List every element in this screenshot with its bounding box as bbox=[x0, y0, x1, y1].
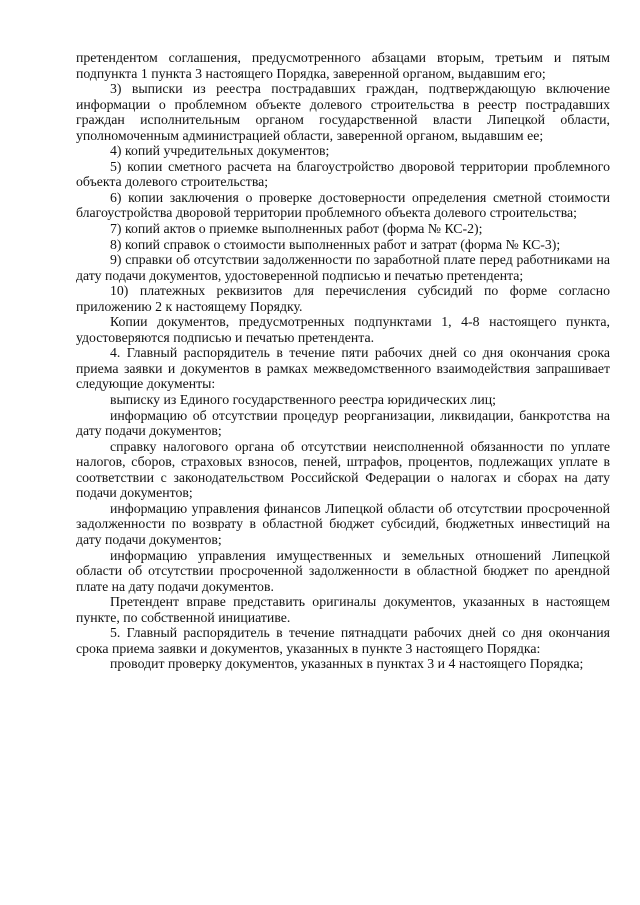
paragraph-verification: проводит проверку документов, указанных в пунктах 3 и 4 настоящего Порядка; bbox=[110, 656, 584, 672]
paragraph-subitem-8: 8) копий справок о стоимости выполненных работ и затрат (форма № КС-3); bbox=[110, 236, 561, 252]
paragraph-subitem-6: 6) копии заключения о проверке достоверности определения сметной стоимости благоустройства дворовой территории проблемного объекта долевого строительства; bbox=[76, 189, 610, 221]
paragraph-applicant-right: Претендент вправе представить оригиналы документов, указанных в настоящем пункте, по собственной инициативе. bbox=[76, 594, 610, 625]
paragraph-section-4: 4. Главный распорядитель в течение пяти рабочих дней со дня окончания срока приема заявки и документов в рамках межведомственного взаимодействия запрашивает следующие документы: bbox=[76, 345, 610, 392]
paragraph-finance-info: информацию управления финансов Липецкой области об отсутствии просроченной задолженности по возврату в областной бюджет субсидий, бюджетных инвестиций на дату подачи документов; bbox=[76, 500, 610, 547]
paragraph-section-5: 5. Главный распорядитель в течение пятнадцати рабочих дней со дня окончания срока приема заявки и документов, указанных в пункте 3 настоящего Порядка: bbox=[76, 625, 610, 656]
paragraph-reorganization-info: информацию об отсутствии процедур реорганизации, ликвидации, банкротства на дату подачи документов; bbox=[76, 407, 610, 439]
paragraph-subitem-3: 3) выписки из реестра пострадавших граждан, подтверждающую включение информации о проблемном объекте долевого строительства в реестр пострадавших граждан исполнительным органом государственной власти Липецкой области, уполномоченным администрацией области, заверенной органом, выдавшим ее; bbox=[76, 81, 610, 143]
paragraph-egrul-extract: выписку из Единого государственного реестра юридических лиц; bbox=[110, 392, 496, 408]
paragraph-copies-note: Копии документов, предусмотренных подпунктами 1, 4-8 настоящего пункта, удостоверяются подписью и печатью претендента. bbox=[76, 314, 610, 345]
document-page bbox=[76, 50, 610, 672]
paragraph-subitem-10: 10) платежных реквизитов для перечисления субсидий по форме согласно приложению 2 к настоящему Порядку. bbox=[76, 283, 610, 314]
paragraph-subitem-5: 5) копии сметного расчета на благоустройство дворовой территории проблемного объекта долевого строительства; bbox=[76, 158, 610, 190]
paragraph-subitem-4: 4) копий учредительных документов; bbox=[110, 143, 330, 159]
paragraph-continuation: претендентом соглашения, предусмотренного абзацами вторым, третьим и пятым подпункта 1 пункта 3 настоящего Порядка, заверенной органом, выдавшим его; bbox=[76, 50, 610, 81]
paragraph-subitem-9: 9) справки об отсутствии задолженности по заработной плате перед работниками на дату подачи документов, удостоверенной подписью и печатью претендента; bbox=[76, 252, 610, 283]
paragraph-property-info: информацию управления имущественных и земельных отношений Липецкой области об отсутствии просроченной задолженности в областной бюджет по арендной плате на дату подачи документов. bbox=[76, 547, 610, 594]
paragraph-subitem-7: 7) копий актов о приемке выполненных работ (форма № КС-2); bbox=[110, 221, 483, 237]
paragraph-tax-certificate: справку налогового органа об отсутствии неисполненной обязанности по уплате налогов, сборов, страховых взносов, пеней, штрафов, процентов, подлежащих уплате в соответствии с законодательством Российской Федерации о налогах и сборах на дату подачи документов; bbox=[76, 438, 610, 501]
